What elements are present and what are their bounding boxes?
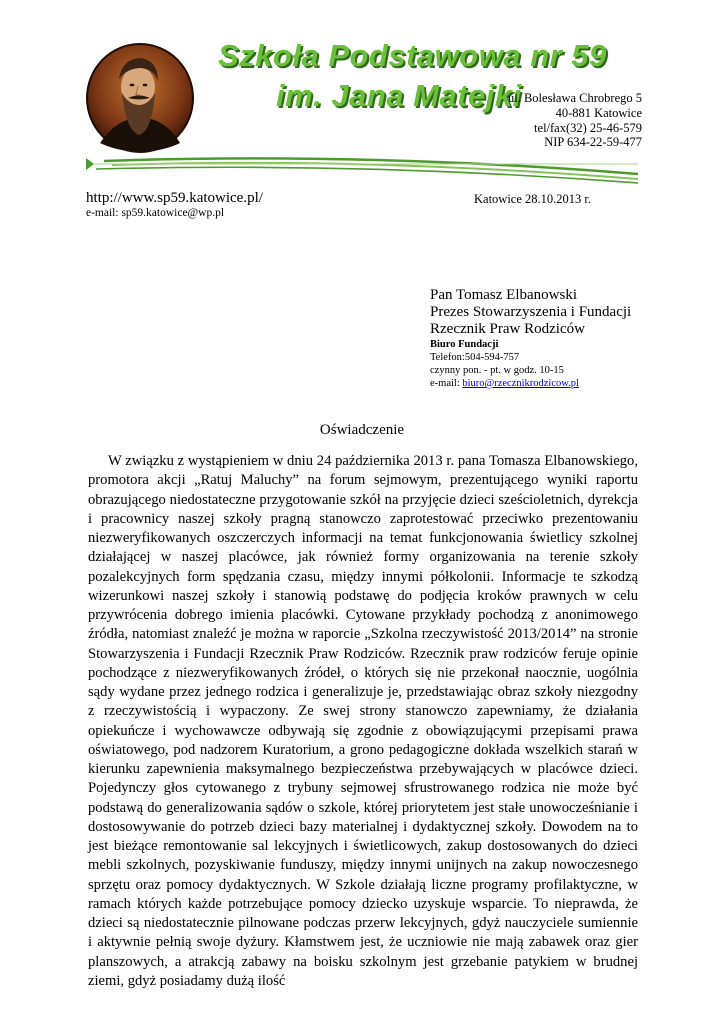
recipient-organization: Rzecznik Praw Rodziców — [430, 321, 585, 337]
school-patron-title: im. Jana Matejki — [276, 78, 522, 113]
recipient-position: Prezes Stowarzyszenia i Fundacji — [430, 304, 632, 320]
address-nip: NIP 634-22-59-477 — [544, 135, 642, 149]
recipient-email-label: e-mail: — [430, 378, 463, 389]
recipient-hours: czynny pon. - pt. w godz. 10-15 — [430, 365, 564, 376]
recipient-phone: Telefon:504-594-757 — [430, 352, 520, 363]
recipient-block — [430, 287, 631, 390]
recipient-email-link[interactable]: biuro@rzecznikrodzicow.pl — [462, 378, 579, 389]
school-name-title: Szkoła Podstawowa nr 59 — [218, 38, 607, 73]
address-city: 40-881 Katowice — [555, 106, 642, 120]
school-patron-portrait — [86, 43, 194, 153]
recipient-name: Pan Tomasz Elbanowski — [430, 287, 577, 303]
address-phone: tel/fax(32) 25-46-579 — [534, 121, 642, 135]
school-email: e-mail: sp59.katowice@wp.pl — [86, 207, 225, 219]
document-title: Oświadczenie — [319, 422, 405, 438]
recipient-email — [430, 377, 631, 390]
document-date: Katowice 28.10.2013 r. — [474, 192, 591, 206]
recipient-office: Biuro Fundacji — [430, 339, 499, 350]
address-street: ul. Bolesława Chrobrego 5 — [507, 91, 642, 105]
school-website: http://www.sp59.katowice.pl/ — [86, 190, 263, 206]
body-paragraph: W związku z wystąpieniem w dniu 24 października 2013 r. pana Tomasza Elbanowskiego, promotora akcji „Ratuj Maluchy” na forum sejmowym, prezentującego wyniki raportu obrazującego niedostateczne przygotowanie szkół na przyjęcie dzieci sześcioletnich, dyrekcja i pracownicy naszej szkoły pragną stanowczo zaprotestować przeciwko prezentowaniu niezweryfikowanych oszczerczych informacji na temat funkcjonowania świetlicy szkolnej działającej w naszej placówce, jak również formy organizowania na terenie szkoły pozalekcyjnych form spędzania czasu, między innymi półkolonii. Informacje te szkodzą wizerunkowi naszej szkoły i stanowią podstawę do podjęcia kroków prawnych w celu przywrócenia dobrego imienia placówki. Cytowane przykłady pochodzą z anonimowego źródła, natomiast znaleźć je można w raporcie „Szkolna rzeczywistość 2013/2014” na stronie Stowarzyszenia i Fundacji Rzecznik Praw Rodziców. Rzecznik praw rodziców feruje opinie pochodzące z niezweryfikowanych źródeł, o których się nie przekonał naocznie, uogólnia sądy wydane przez jednego rodzica i generalizuje je, przedstawiając obraz szkoły niezgodny z rzeczywistością i wypaczony. Ze swej strony stanowczo zapewniamy, że działania opiekuńcze i wychowawcze odbywają się zgodnie z obowiązującymi przepisami prawa oświatowego, pod nadzorem Kuratorium, a grono pedagogiczne dokłada wszelkich starań w kierunku zapewnienia maksymalnego bezpieczeństwa przebywających w placówce dzieci. Pojedynczy głos cytowanego z trybuny sejmowej sfrustrowanego rodzica nie może być podstawą do generalizowania sądów o szkole, której priorytetem jest stałe unowocześnianie i dostosowywanie do potrzeb dzieci bazy materialnej i dydaktycznej szkoły. Dowodem na to jest bieżące remontowanie sal lekcyjnych i świetlicowych, zakup dostosowanych do dzieci mebli szkolnych, pozyskiwanie funduszy, między innymi unijnych na zakup nowoczesnego sprzętu oraz pomocy dydaktycznych. W Szkole działają liczne programy profilaktyczne, w ramach których każde potrzebujące pomocy dziecko uzyskuje wsparcie. To nieprawda, że dzieci są niedostatecznie pilnowane podczas przerw lekcyjnych, gdyż nauczyciele sumiennie i aktywnie pełnią swoje dyżury. Kłamstwem jest, że uczniowie nie mają zabawek oraz gier planszowych, a atrakcją zabawy na boisku szkolnym jest grzebanie patykiem w brudnej ziemi, gdyż posiadamy dużą ilość — [88, 453, 638, 989]
letterhead-divider — [82, 150, 642, 184]
document-body — [88, 452, 638, 991]
